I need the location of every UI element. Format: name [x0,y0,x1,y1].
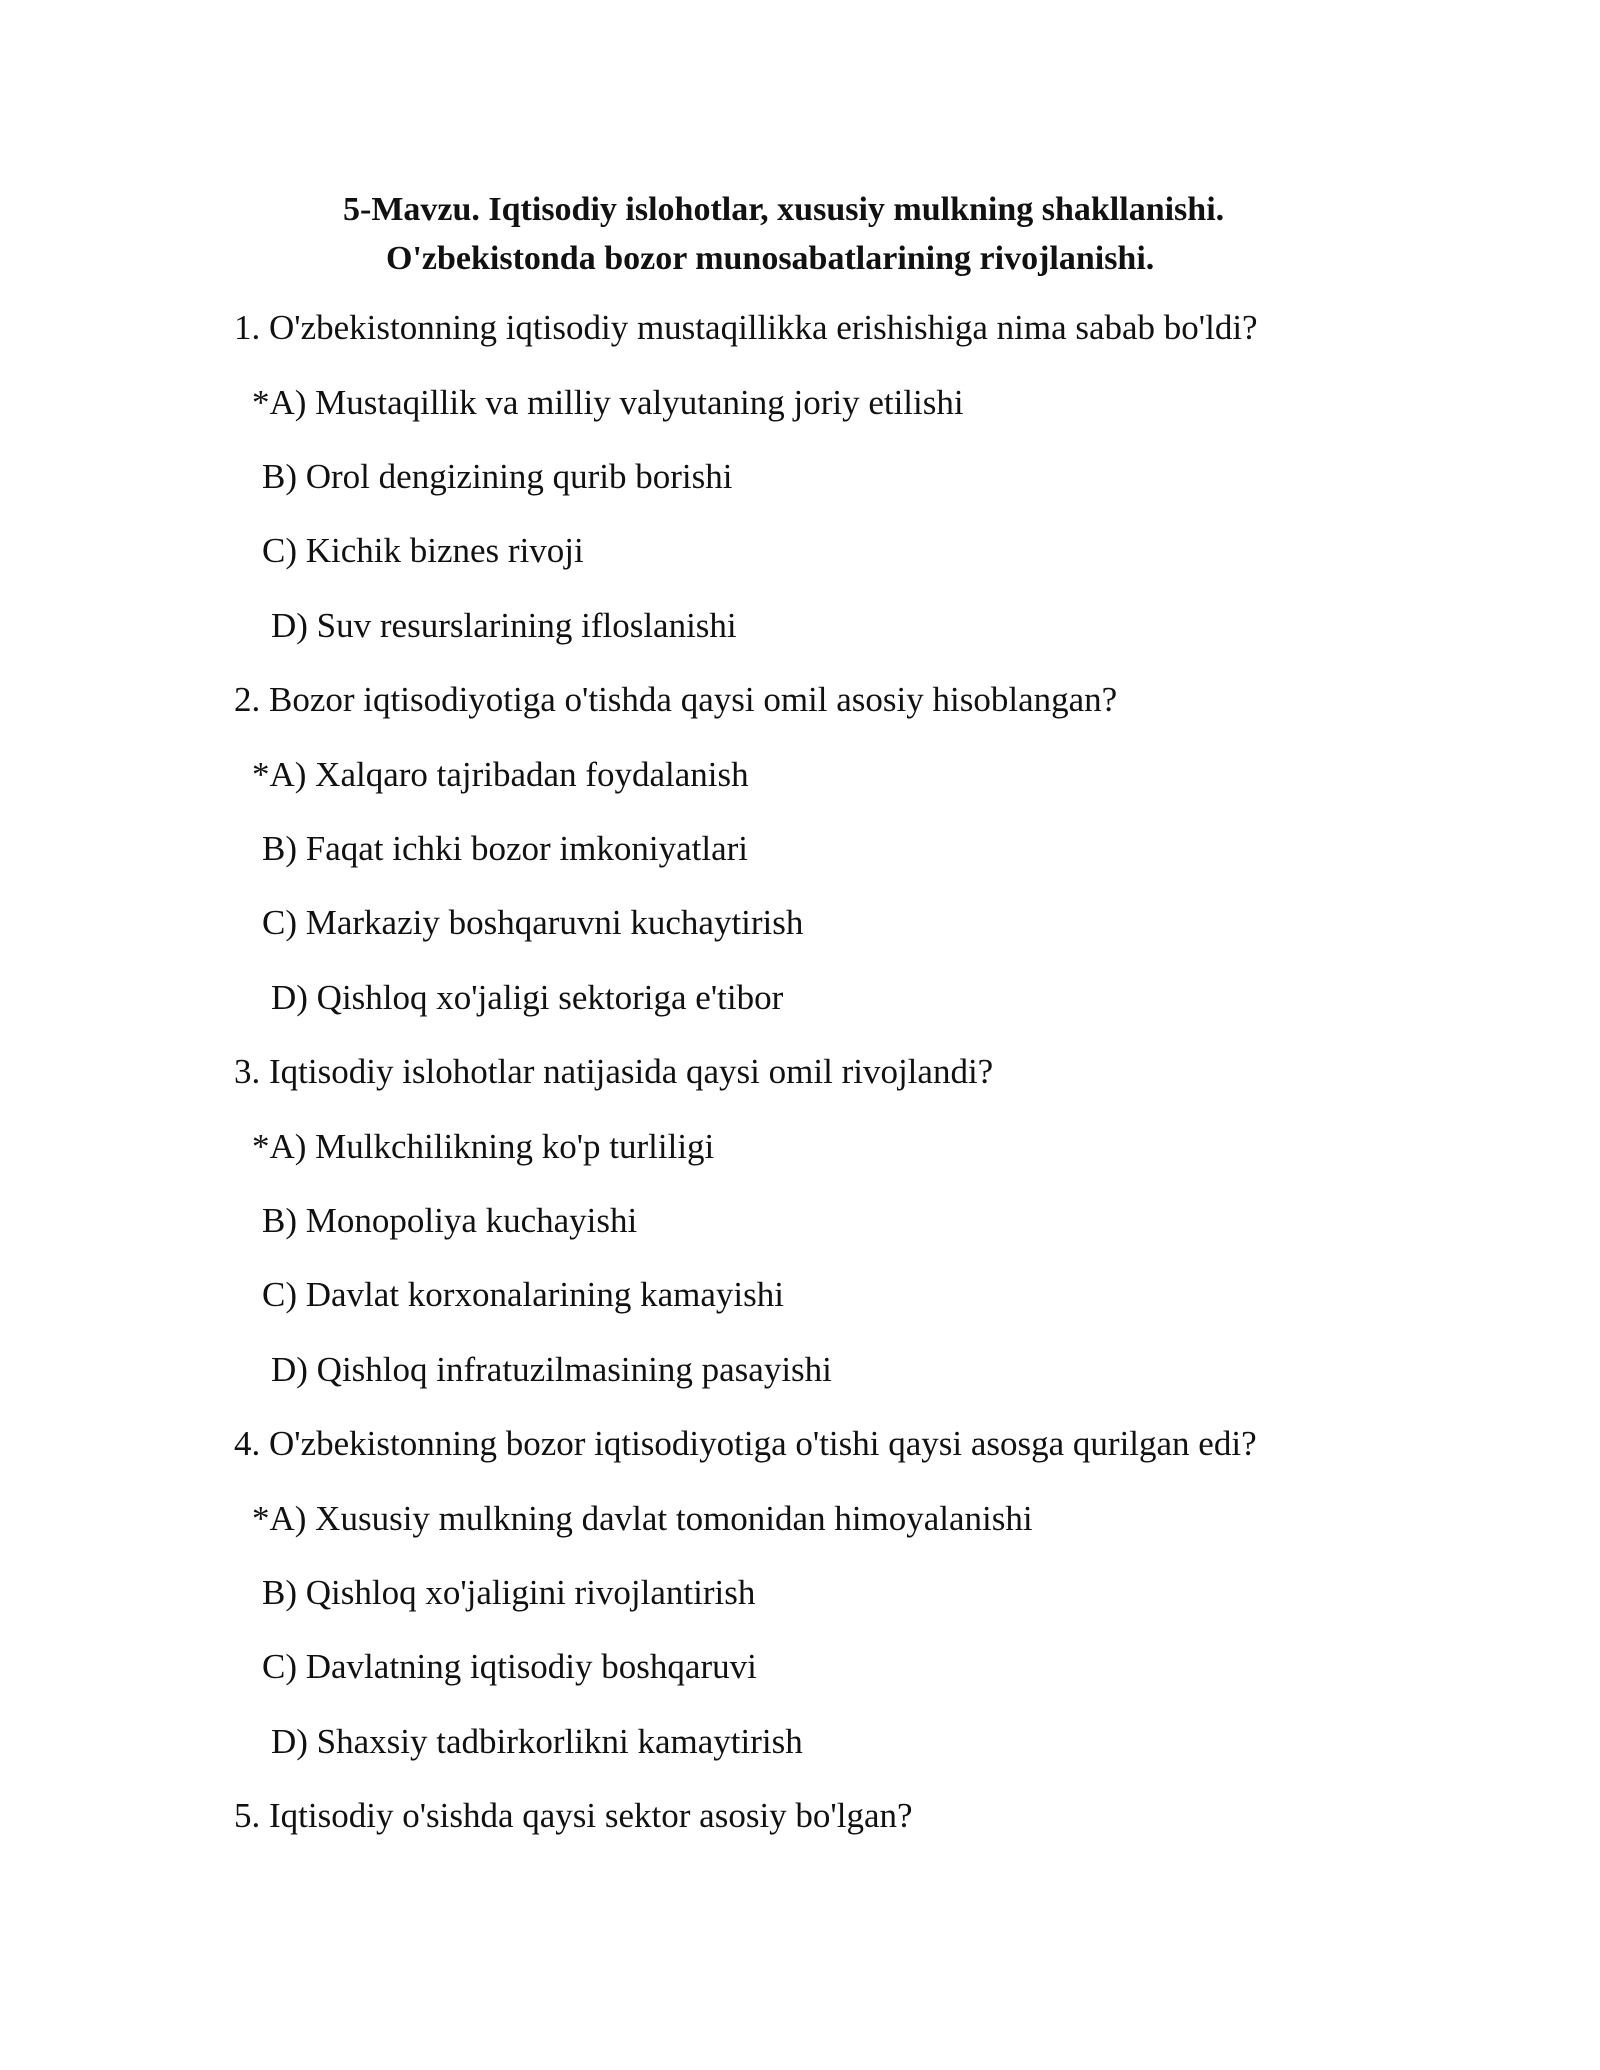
question-1-option-d: D) Suv resurslarining ifloslanishi [271,606,737,645]
question-2: 2. Bozor iqtisodiyotiga o'tishda qaysi omil asosiy hisoblangan? [234,680,1118,719]
question-3-option-c: C) Davlat korxonalarining kamayishi [262,1275,784,1314]
question-2-option-a: *A) Xalqaro tajribadan foydalanish [252,755,749,794]
question-1: 1. O'zbekistonning iqtisodiy mustaqillikka erishishiga nima sabab bo'ldi? [234,308,1258,347]
question-1-option-b: B) Orol dengizining qurib borishi [262,457,733,496]
question-4-option-a: *A) Xususiy mulkning davlat tomonidan himoyalanishi [252,1499,1033,1538]
question-4-option-c: C) Davlatning iqtisodiy boshqaruvi [262,1647,757,1686]
document-title-line-1: 5-Mavzu. Iqtisodiy islohotlar, xususiy mulkning shakllanishi. [343,191,1225,228]
question-2-option-d: D) Qishloq xo'jaligi sektoriga e'tibor [271,978,784,1017]
question-1-option-c: C) Kichik biznes rivoji [262,531,584,570]
question-5: 5. Iqtisodiy o'sishda qaysi sektor asosiy bo'lgan? [234,1796,913,1835]
question-3-option-a: *A) Mulkchilikning ko'p turliligi [252,1127,715,1166]
question-1-option-a: *A) Mustaqillik va milliy valyutaning joriy etilishi [252,383,964,422]
question-3-option-b: B) Monopoliya kuchayishi [262,1201,638,1240]
document-title-line-2: O'zbekistonda bozor munosabatlarining rivojlanishi. [386,240,1155,277]
question-3: 3. Iqtisodiy islohotlar natijasida qaysi omil rivojlandi? [234,1052,994,1091]
question-2-option-b: B) Faqat ichki bozor imkoniyatlari [262,829,749,868]
question-3-option-d: D) Qishloq infratuzilmasining pasayishi [271,1350,832,1389]
question-4-option-b: B) Qishloq xo'jaligini rivojlantirish [262,1573,756,1612]
question-2-option-c: C) Markaziy boshqaruvni kuchaytirish [262,903,804,942]
question-4: 4. O'zbekistonning bozor iqtisodiyotiga o'tishi qaysi asosga qurilgan edi? [234,1424,1257,1463]
question-4-option-d: D) Shaxsiy tadbirkorlikni kamaytirish [271,1722,803,1761]
